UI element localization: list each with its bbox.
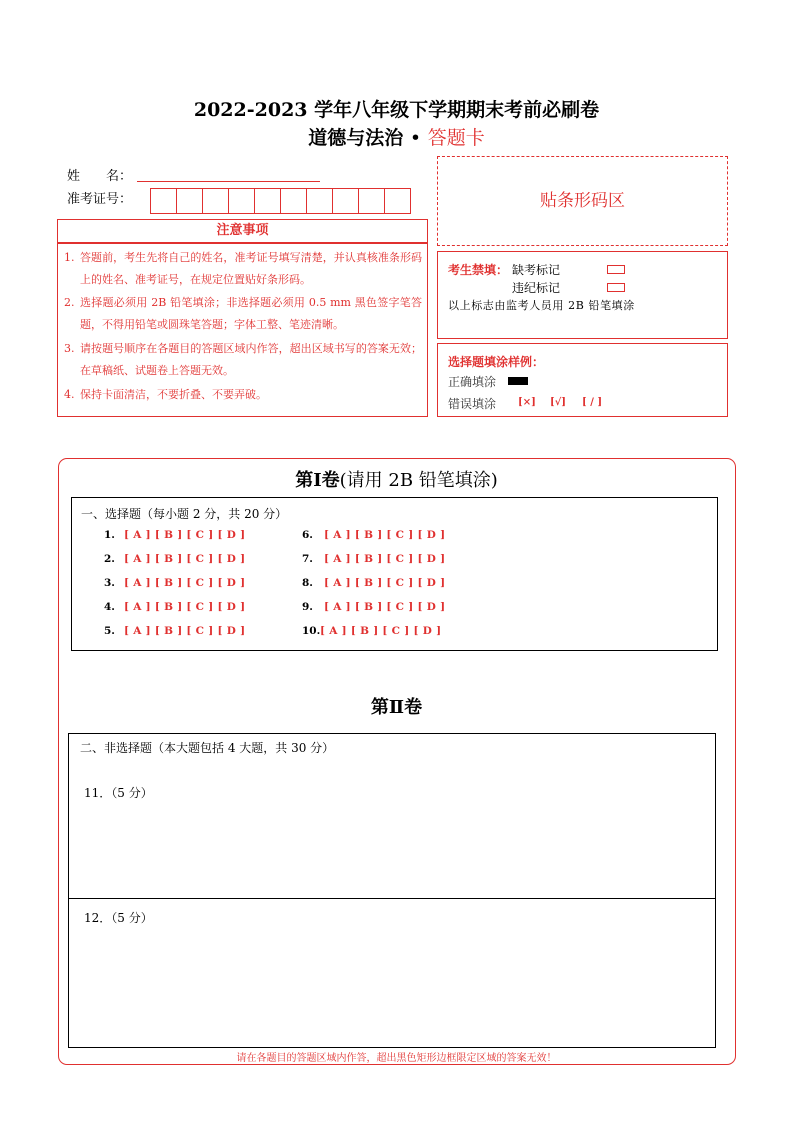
wrong-mark-check: [√] — [550, 397, 567, 408]
answer-options[interactable]: [ A ] [ B ] [ C ] [ D ] — [124, 529, 246, 541]
answer-options[interactable]: [ A ] [ B ] [ C ] [ D ] — [324, 601, 446, 613]
mc-heading: 一、选择题（每小题 2 分，共 20 分） — [81, 507, 288, 521]
wrong-fill-label: 错误填涂 — [448, 397, 497, 411]
mc-question-row[interactable] — [302, 553, 445, 565]
question-number: 4. — [104, 601, 115, 613]
title-separator: • — [409, 127, 422, 149]
notice-item-number: 1. — [64, 251, 75, 264]
notice-item-text: 保持卡面清洁，不要折叠、不要弄破。 — [80, 388, 267, 401]
question-number: 10. — [302, 625, 321, 637]
barcode-area[interactable]: 贴条形码区 — [437, 156, 728, 246]
question-divider — [69, 898, 715, 899]
mc-question-row[interactable] — [302, 601, 445, 613]
absent-mark-label: 缺考标记 — [512, 263, 561, 277]
notice-item-text: 请按题号顺序在各题目的答题区域内作答，超出区域书写的答案无效；在草稿纸、试题卷上答题无效。 — [80, 342, 422, 377]
notice-item — [64, 384, 422, 406]
mc-question-row[interactable] — [104, 601, 245, 613]
answer-options[interactable]: [ A ] [ B ] [ C ] [ D ] — [124, 577, 246, 589]
card-title — [0, 123, 793, 150]
footer-warning: 请在各题目的答题区域内作答，超出黑色矩形边框限定区域的答案无效！ — [236, 1053, 557, 1064]
question-number: 8. — [302, 577, 313, 589]
section1-title-bold: 第Ⅰ卷 — [295, 470, 340, 491]
mc-question-row[interactable] — [104, 529, 245, 541]
answer-options[interactable]: [ A ] [ B ] [ C ] [ D ] — [324, 529, 446, 541]
question-number: 2. — [104, 553, 115, 565]
mc-question-row[interactable] — [302, 529, 445, 541]
violation-mark-box[interactable] — [607, 283, 625, 292]
question-number: 6. — [302, 529, 313, 541]
exam-title: 2022-2023 学年八年级下学期期末考前必刷卷 — [193, 99, 600, 121]
notice-item — [64, 247, 422, 291]
mc-question-row[interactable] — [302, 577, 445, 589]
exam-id-box[interactable] — [229, 189, 255, 213]
mc-question-row[interactable] — [302, 625, 441, 637]
exam-id-label: 准考证号： — [67, 192, 133, 207]
exam-id-box[interactable] — [203, 189, 229, 213]
question-12-answer-area[interactable] — [69, 926, 715, 1046]
non-choice-heading: 二、非选择题（本大题包括 4 大题，共 30 分） — [80, 741, 335, 755]
question-number: 9. — [302, 601, 313, 613]
question-11-answer-area[interactable] — [69, 800, 715, 897]
multiple-choice-box — [71, 497, 718, 651]
exam-id-box[interactable] — [177, 189, 203, 213]
exam-id-box[interactable] — [151, 189, 177, 213]
notice-item-number: 4. — [64, 388, 75, 401]
answer-options[interactable]: [ A ] [ B ] [ C ] [ D ] — [124, 625, 246, 637]
prohibited-note: 以上标志由监考人员用 2B 铅笔填涂 — [448, 299, 635, 312]
question-11-label: 11．（5 分） — [84, 786, 153, 800]
exam-id-boxes[interactable] — [150, 188, 411, 214]
exam-id-box[interactable] — [281, 189, 307, 213]
notice-item-number: 2. — [64, 296, 75, 309]
exam-id-box[interactable] — [333, 189, 359, 213]
exam-id-box[interactable] — [307, 189, 333, 213]
prohibited-title: 考生禁填： — [448, 263, 509, 277]
name-field[interactable] — [137, 181, 320, 182]
correct-fill-label: 正确填涂 — [448, 375, 497, 389]
answer-options[interactable]: [ A ] [ B ] [ C ] [ D ] — [124, 553, 246, 565]
question-number: 5. — [104, 625, 115, 637]
name-label: 姓 名： — [67, 169, 133, 184]
notice-item — [64, 338, 422, 382]
exam-id-box[interactable] — [359, 189, 385, 213]
question-12-label: 12．（5 分） — [84, 911, 153, 925]
notice-panel — [57, 243, 428, 417]
section1-title — [0, 466, 793, 492]
correct-fill-mark — [508, 377, 528, 385]
mc-question-row[interactable] — [104, 577, 245, 589]
answer-options[interactable]: [ A ] [ B ] [ C ] [ D ] — [124, 601, 246, 613]
wrong-mark-cross: [×] — [518, 397, 536, 408]
fill-sample-panel — [437, 343, 728, 417]
question-number: 7. — [302, 553, 313, 565]
question-number: 3. — [104, 577, 115, 589]
answer-options[interactable]: [ A ] [ B ] [ C ] [ D ] — [320, 625, 442, 637]
section2-title: 第Ⅱ卷 — [370, 697, 423, 718]
question-number: 1. — [104, 529, 115, 541]
notice-title: 注意事项 — [57, 219, 428, 243]
non-choice-box — [68, 733, 716, 1048]
notice-item-text: 答题前，考生先将自己的姓名，准考证号填写清楚，并认真核准条形码上的姓名、准考证号，在规定位置贴好条形码。 — [80, 251, 422, 286]
answer-options[interactable]: [ A ] [ B ] [ C ] [ D ] — [324, 553, 446, 565]
section1-title-rest: (请用 2B 铅笔填涂) — [339, 470, 498, 491]
notice-item-text: 选择题必须用 2B 铅笔填涂；非选择题必须用 0.5 mm 黑色签字笔答题，不得用铅笔或圆珠笔答题；字体工整、笔迹清晰。 — [80, 296, 422, 331]
violation-mark-label: 违纪标记 — [512, 281, 561, 295]
mc-question-row[interactable] — [104, 625, 245, 637]
fill-sample-title: 选择题填涂样例： — [448, 355, 545, 369]
exam-id-box[interactable] — [255, 189, 281, 213]
answer-card-label: 答题卡 — [427, 127, 485, 149]
subject-name: 道德与法治 — [308, 127, 404, 149]
notice-item-number: 3. — [64, 342, 75, 355]
mc-question-row[interactable] — [104, 553, 245, 565]
answer-options[interactable]: [ A ] [ B ] [ C ] [ D ] — [324, 577, 446, 589]
exam-id-box[interactable] — [385, 189, 410, 213]
notice-item — [64, 292, 422, 336]
prohibited-panel — [437, 251, 728, 339]
absent-mark-box[interactable] — [607, 265, 625, 274]
wrong-mark-slash: [ / ] — [582, 397, 603, 408]
